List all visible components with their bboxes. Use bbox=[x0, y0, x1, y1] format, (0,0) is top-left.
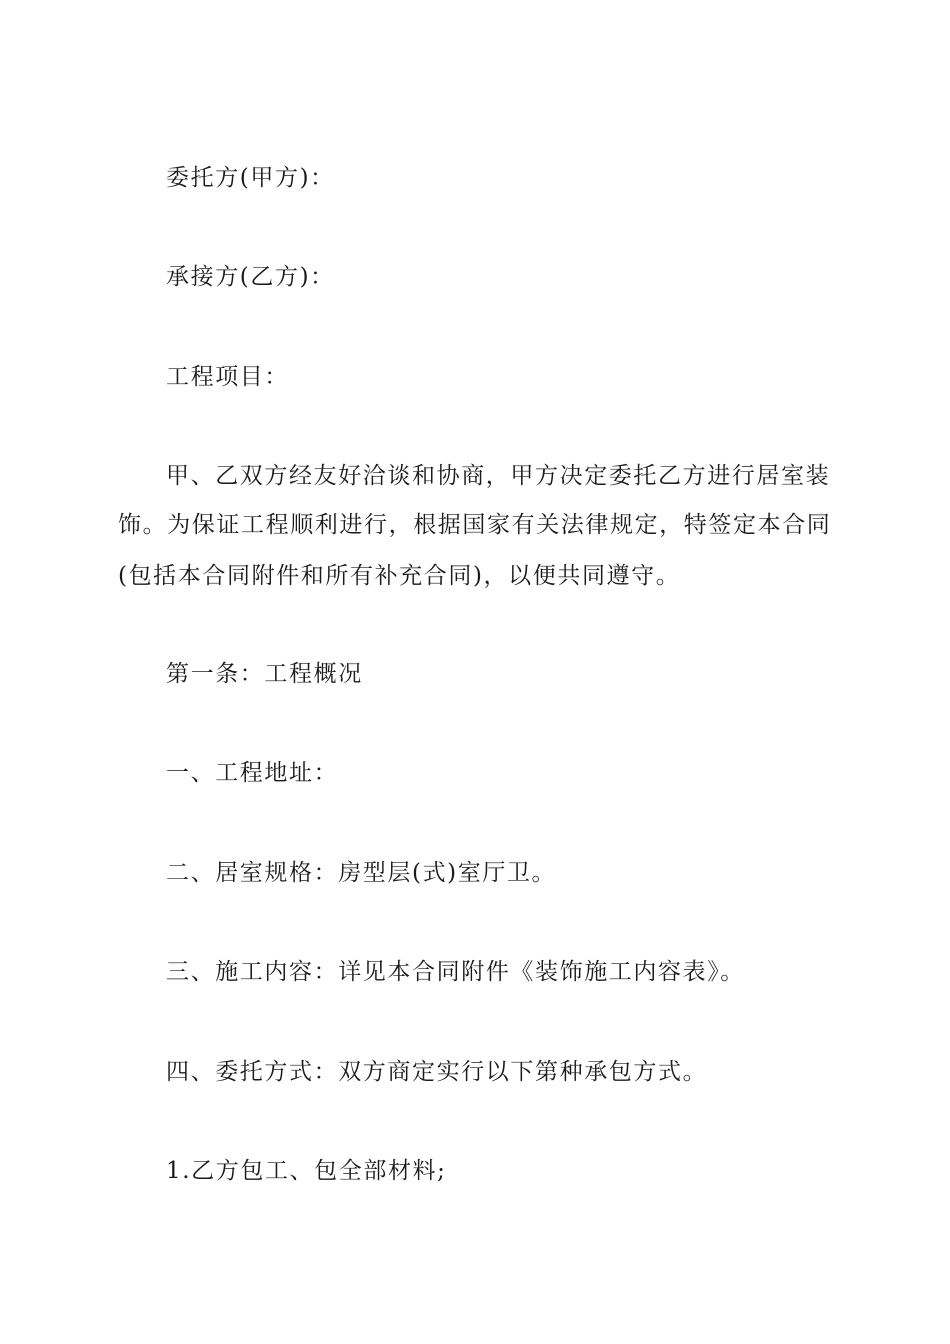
item-3-construction-content: 三、施工内容：详见本合同附件《装饰施工内容表》。 bbox=[166, 959, 745, 985]
project-label: 工程项目： bbox=[166, 364, 289, 390]
intro-paragraph-line-3: (包括本合同附件和所有补充合同)，以便共同遵守。 bbox=[118, 563, 681, 589]
sub-item-1: 1.乙方包工、包全部材料; bbox=[166, 1158, 447, 1184]
party-b-label: 承接方(乙方)： bbox=[166, 264, 335, 290]
intro-paragraph-line-2: 饰。为保证工程顺利进行，根据国家有关法律规定，特签定本合同 bbox=[118, 512, 832, 538]
article-1-title: 第一条：工程概况 bbox=[166, 661, 363, 687]
party-a-label: 委托方(甲方)： bbox=[166, 165, 335, 191]
item-2-room-spec: 二、居室规格：房型层(式)室厅卫。 bbox=[166, 860, 557, 886]
item-4-contract-method: 四、委托方式：双方商定实行以下第种承包方式。 bbox=[166, 1059, 708, 1085]
item-1-address: 一、工程地址： bbox=[166, 760, 339, 786]
intro-paragraph-line-1: 甲、乙双方经友好洽谈和协商，甲方决定委托乙方进行居室装 bbox=[166, 463, 831, 489]
